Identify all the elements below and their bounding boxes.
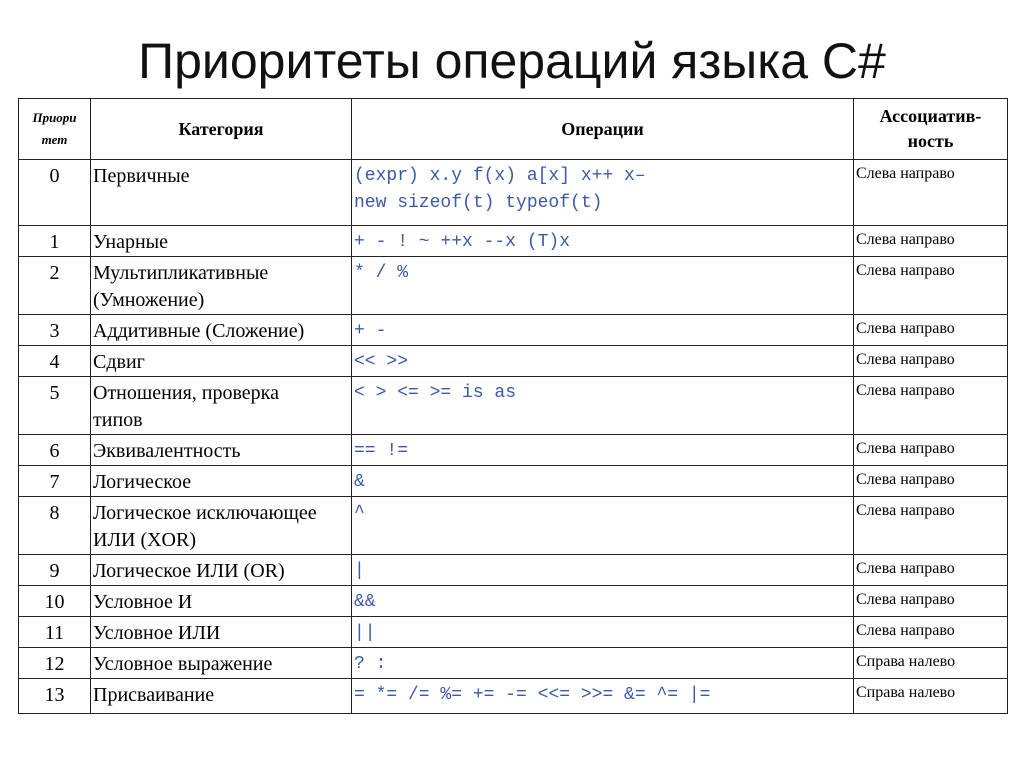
- priority-cell: 5: [19, 377, 91, 435]
- category-cell: [91, 226, 352, 257]
- operations-cell: [352, 466, 854, 497]
- priority-cell: 3: [19, 315, 91, 346]
- operations-line: new sizeof(t) typeof(t): [354, 193, 603, 213]
- category-line: (Умножение): [93, 289, 205, 311]
- header-operations: Операции: [352, 99, 854, 160]
- priority-cell: 1: [19, 226, 91, 257]
- operations-line: |: [354, 561, 365, 581]
- associativity-cell: Слева направо: [854, 315, 1008, 346]
- associativity-cell: Справа налево: [854, 648, 1008, 679]
- operations-line: ? :: [354, 654, 387, 674]
- operations-cell: [352, 346, 854, 377]
- operations-line: + - ! ~ ++x --x (T)x: [354, 232, 571, 252]
- category-line: Первичные: [93, 165, 190, 187]
- category-cell: [91, 586, 352, 617]
- table-row: [19, 466, 1008, 497]
- table-row: [19, 497, 1008, 555]
- operations-cell: [352, 497, 854, 555]
- operations-cell: [352, 257, 854, 315]
- operations-cell: [352, 679, 854, 714]
- operations-line: ^: [354, 503, 365, 523]
- priority-cell: 0: [19, 160, 91, 226]
- associativity-cell: Слева направо: [854, 346, 1008, 377]
- category-cell: [91, 679, 352, 714]
- category-line: типов: [93, 409, 143, 431]
- table-row: [19, 555, 1008, 586]
- category-line: Эквивалентность: [93, 440, 241, 462]
- category-cell: [91, 435, 352, 466]
- category-cell: [91, 617, 352, 648]
- table-row: [19, 648, 1008, 679]
- category-cell: [91, 346, 352, 377]
- associativity-cell: Слева направо: [854, 257, 1008, 315]
- category-line: Логическое исключающее: [93, 502, 317, 524]
- associativity-cell: Слева направо: [854, 586, 1008, 617]
- category-cell: [91, 466, 352, 497]
- table-row: [19, 679, 1008, 714]
- associativity-cell: Слева направо: [854, 617, 1008, 648]
- operations-cell: [352, 648, 854, 679]
- associativity-cell: Слева направо: [854, 466, 1008, 497]
- associativity-cell: Слева направо: [854, 435, 1008, 466]
- table-row: [19, 160, 1008, 226]
- priority-cell: 4: [19, 346, 91, 377]
- header-associativity: Ассоциатив- ность: [854, 99, 1008, 160]
- operations-line: << >>: [354, 352, 409, 372]
- operator-precedence-table: [18, 98, 1008, 714]
- table-row: [19, 617, 1008, 648]
- operations-line: * / %: [354, 263, 409, 283]
- category-cell: [91, 555, 352, 586]
- operations-cell: [352, 226, 854, 257]
- operations-cell: [352, 435, 854, 466]
- table-row: [19, 435, 1008, 466]
- category-line: ИЛИ (XOR): [93, 529, 196, 551]
- header-category: Категория: [91, 99, 352, 160]
- associativity-cell: Слева направо: [854, 226, 1008, 257]
- category-line: Мультипликативные: [93, 262, 269, 284]
- priority-cell: 12: [19, 648, 91, 679]
- associativity-cell: Слева направо: [854, 160, 1008, 226]
- operations-line: &&: [354, 592, 376, 612]
- associativity-cell: Слева направо: [854, 555, 1008, 586]
- associativity-cell: Справа налево: [854, 679, 1008, 714]
- table-row: [19, 226, 1008, 257]
- operations-line: &: [354, 472, 365, 492]
- category-line: Сдвиг: [93, 351, 145, 373]
- operations-line: = *= /= %= += -= <<= >>= &= ^= |=: [354, 685, 711, 705]
- category-cell: [91, 257, 352, 315]
- operations-cell: [352, 555, 854, 586]
- associativity-cell: Слева направо: [854, 377, 1008, 435]
- table-row: [19, 346, 1008, 377]
- table-row: [19, 257, 1008, 315]
- operations-cell: [352, 377, 854, 435]
- table-row: [19, 586, 1008, 617]
- category-cell: [91, 648, 352, 679]
- category-line: Условное выражение: [93, 653, 273, 675]
- operations-line: ||: [354, 623, 376, 643]
- operations-cell: [352, 315, 854, 346]
- table-header-row: [19, 99, 1008, 160]
- category-line: Условное ИЛИ: [93, 622, 221, 644]
- priority-cell: 8: [19, 497, 91, 555]
- category-line: Аддитивные (Сложение): [93, 320, 305, 342]
- priority-cell: 11: [19, 617, 91, 648]
- priority-cell: 7: [19, 466, 91, 497]
- category-cell: [91, 160, 352, 226]
- priority-cell: 10: [19, 586, 91, 617]
- category-line: Логическое: [93, 471, 192, 493]
- category-line: Унарные: [93, 231, 168, 253]
- header-priority: Приори тет: [19, 99, 91, 160]
- operations-line: (expr) x.y f(x) a[x] x++ x–: [354, 166, 646, 186]
- priority-cell: 2: [19, 257, 91, 315]
- table-body: [19, 160, 1008, 714]
- category-cell: [91, 315, 352, 346]
- category-line: Отношения, проверка: [93, 382, 279, 404]
- category-line: Логическое ИЛИ (OR): [93, 560, 285, 582]
- operations-cell: [352, 160, 854, 226]
- operations-cell: [352, 617, 854, 648]
- category-cell: [91, 377, 352, 435]
- category-line: Присваивание: [93, 684, 215, 706]
- associativity-cell: Слева направо: [854, 497, 1008, 555]
- category-cell: [91, 497, 352, 555]
- table-row: [19, 377, 1008, 435]
- operations-line: < > <= >= is as: [354, 383, 517, 403]
- operations-line: + -: [354, 321, 387, 341]
- page-title: Приоритеты операций языка С#: [138, 33, 886, 89]
- priority-cell: 9: [19, 555, 91, 586]
- operations-cell: [352, 586, 854, 617]
- priority-cell: 6: [19, 435, 91, 466]
- priority-cell: 13: [19, 679, 91, 714]
- category-line: Условное И: [93, 591, 193, 613]
- table-row: [19, 315, 1008, 346]
- operations-line: == !=: [354, 441, 409, 461]
